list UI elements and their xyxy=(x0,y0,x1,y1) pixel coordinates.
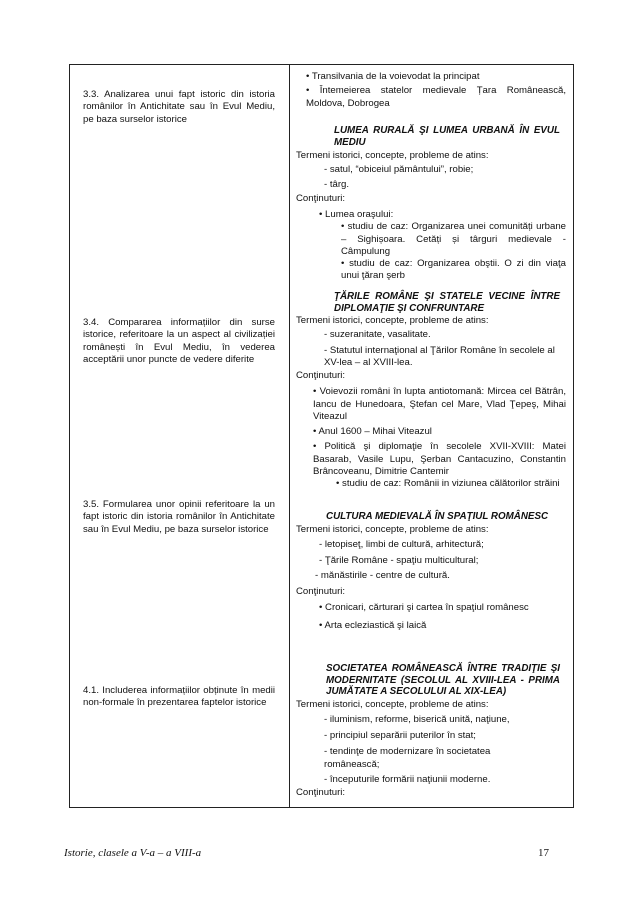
term-item: - mănăstirile - centre de cultură. xyxy=(315,570,450,582)
content-item: • studiu de caz: Organizarea unei comunități urbane – Sighișoara. Cetăți și târguri medievale - Câmpulung xyxy=(341,221,566,257)
footer-title: Istorie, clasele a V-a – a VIII-a xyxy=(64,847,202,859)
section-title: SOCIETATEA ROMÂNEASCĂ ÎNTRE TRADIŢIE ŞI MODERNITATE (SECOLUL AL XVIII-LEA - PRIMA JUMĂTATE A SECOLULUI AL XIX-LEA) xyxy=(326,663,560,698)
content-item: • Voievozii români în lupta antiotomană: Mircea cel Bătrân, Iancu de Hunedoara, Ştefan cel Mare, Vlad Ţepeş, Mihai Viteazul xyxy=(313,386,566,422)
list-item: • Întemeierea statelor medievale Țara Românească, Moldova, Dobrogea xyxy=(306,85,566,109)
content-item: • Arta ecleziastică şi laică xyxy=(319,620,427,632)
terms-label: Termeni istorici, concepte, probleme de atins: xyxy=(296,150,489,162)
competence-3-5: 3.5. Formularea unor opinii referitoare la un fapt istoric din istoria românilor în Antichitate sau în Evul Mediu, pe baza surselor istorice xyxy=(83,499,275,535)
intro-list xyxy=(296,71,566,110)
terms-label: Termeni istorici, concepte, probleme de atins: xyxy=(296,315,489,327)
terms-label: Termeni istorici, concepte, probleme de atins: xyxy=(296,523,489,535)
curriculum-table xyxy=(69,64,574,808)
contents-label: Conţinuturi: xyxy=(296,192,346,204)
term-item: - letopiseţ, limbi de cultură, arhitectură; xyxy=(319,538,484,550)
term-item: - Statutul internaţional al Ţărilor Române în secolele al XV-lea – al XVIII-lea. xyxy=(324,344,555,368)
section-title: CULTURA MEDIEVALĂ ÎN SPAŢIUL ROMÂNESC xyxy=(326,511,549,522)
term-item: - Ţările Române - spaţiu multicultural; xyxy=(319,555,479,567)
list-item: • Transilvania de la voievodat la principat xyxy=(306,71,480,82)
content-item: • Politică şi diplomaţie în secolele XVII-XVIII: Matei Basarab, Vasile Lupu, Şerban Cantacuzino, Constantin Brâncoveanu, Dimitrie Cantemir xyxy=(313,441,566,478)
page-number: 17 xyxy=(538,847,549,859)
contents-label: Conţinuturi: xyxy=(296,585,346,597)
content-item: • studiu de caz: Românii in viziunea călătorilor străini xyxy=(336,478,560,490)
content-item: • Cronicari, cărturari şi cartea în spaţiul românesc xyxy=(319,601,529,613)
term-item: - târg. xyxy=(324,178,350,190)
column-divider xyxy=(289,65,290,807)
terms-label: Termeni istorici, concepte, probleme de atins: xyxy=(296,698,489,710)
contents-label: Conţinuturi: xyxy=(296,787,346,799)
term-item: - satul, “obiceiul pământului”, robie; xyxy=(324,164,474,176)
section-diplomacy xyxy=(296,291,566,491)
term-item: - iluminism, reforme, biserică unită, naţiune, xyxy=(324,713,510,725)
section-title: ŢĂRILE ROMÂNE ŞI STATELE VECINE ÎNTRE DIPLOMAŢIE ŞI CONFRUNTARE xyxy=(334,291,560,314)
term-item: - începuturile formării naţiunii moderne. xyxy=(324,773,491,785)
competence-4-1: 4.1. Includerea informațiilor obținute în medii non-formale în prezentarea faptelor istorice xyxy=(83,685,275,709)
content-item: • studiu de caz: Organizarea obştii. O zi din viaţa unui ţăran şerb xyxy=(341,258,566,282)
section-rural-urban xyxy=(296,125,566,283)
section-culture xyxy=(296,511,566,632)
competence-3-3: 3.3. Analizarea unui fapt istoric din istoria românilor în Antichitate sau în Evul Mediu, pe baza surselor istorice xyxy=(83,89,275,125)
term-item: - principiul separării puterilor în stat; xyxy=(324,730,476,742)
competence-3-4: 3.4. Compararea informațiilor din surse istorice, referitoare la un aspect al civilizației românești în Evul Mediu, în vederea acceptării unor puncte de vedere diferite xyxy=(83,317,275,365)
term-item: - tendinţe de modernizare în societatea românească; xyxy=(324,746,491,770)
contents-label: Conţinuturi: xyxy=(296,370,346,382)
section-society xyxy=(296,663,566,800)
content-item: • Anul 1600 – Mihai Viteazul xyxy=(313,426,432,438)
term-item: - suzeranitate, vasalitate. xyxy=(324,329,431,341)
content-item: • Lumea oraşului: xyxy=(319,209,394,221)
section-title: LUMEA RURALĂ ŞI LUMEA URBANĂ ÎN EVUL MEDIU xyxy=(334,125,560,148)
